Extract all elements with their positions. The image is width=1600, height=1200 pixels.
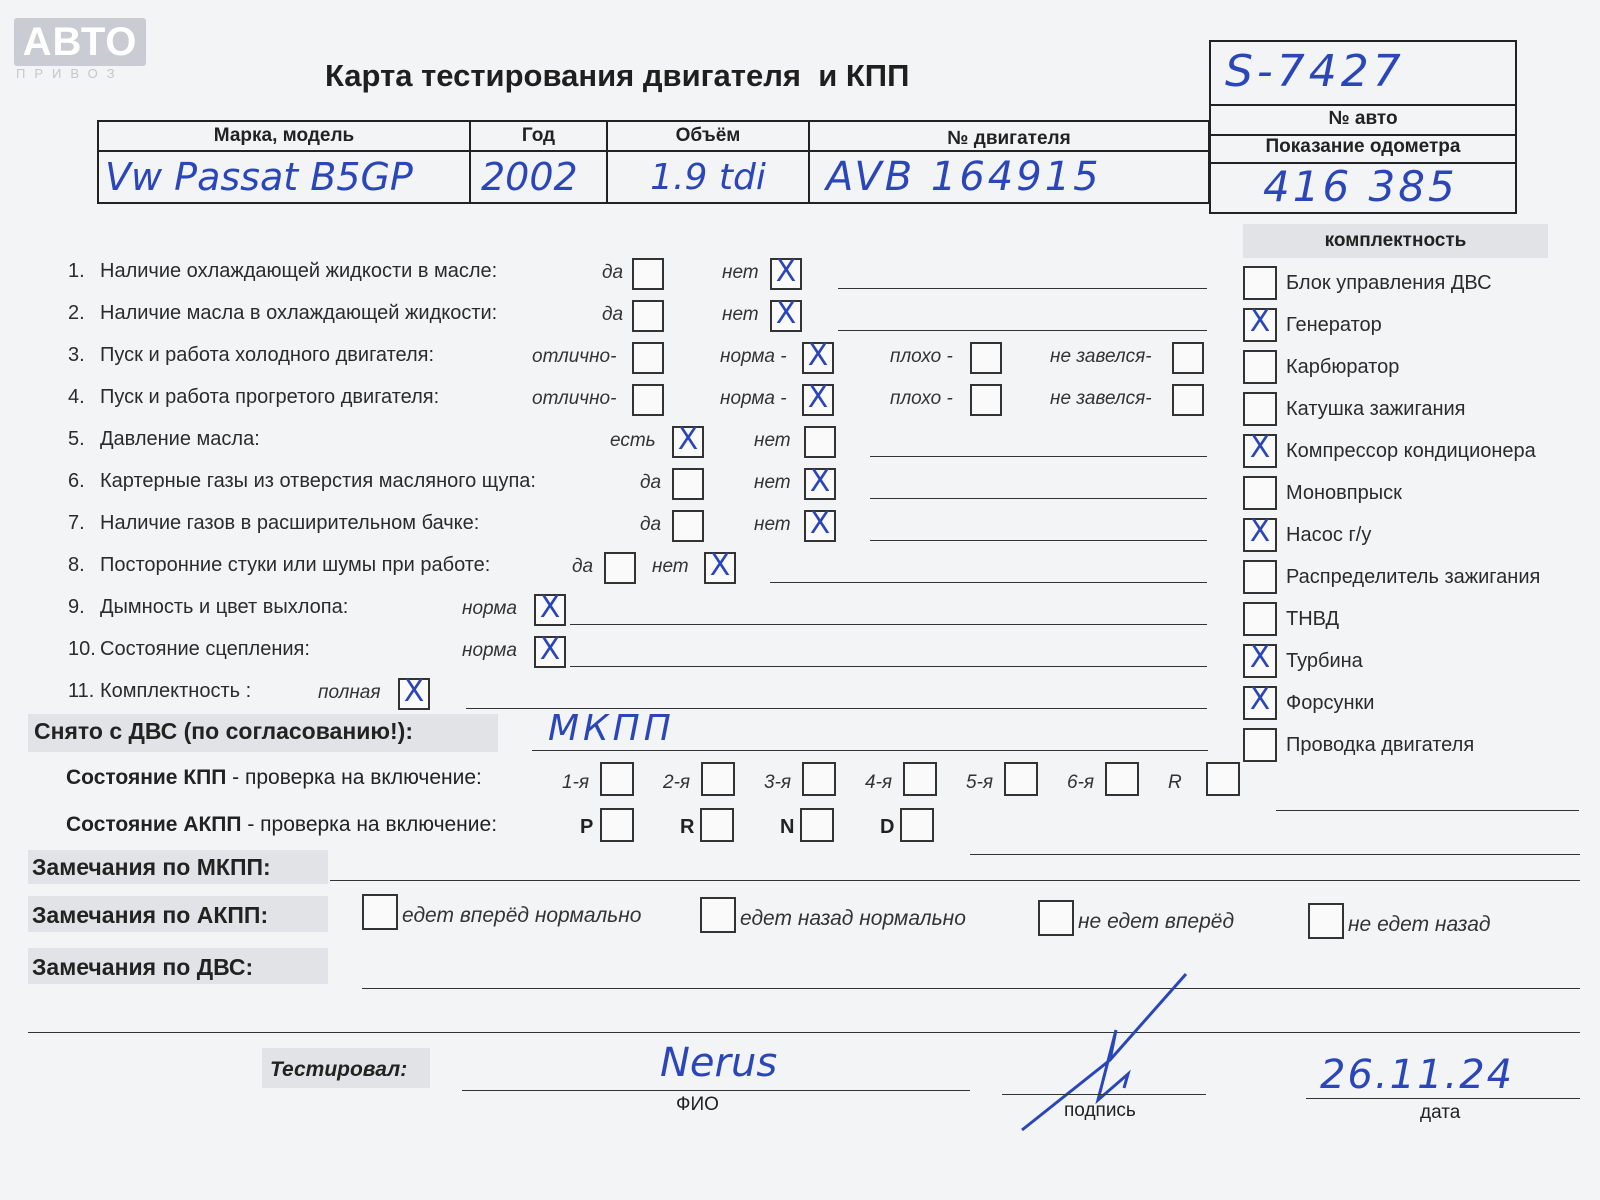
check-5-option-1-checkbox[interactable] [672,422,704,458]
check-2-option-1-checkbox[interactable] [632,300,664,332]
check-8-comment-line [770,582,1207,583]
kpp-gear-3-label: 3-я [764,772,792,793]
completeness-5-label: Компрессор кондиционера [1286,440,1536,462]
check-3-option-4-checkbox[interactable] [1172,342,1204,374]
check-11-label: Комплектность : [100,680,252,702]
completeness-11-checkbox-mark: X [1249,682,1271,717]
vehicle-header-table [97,120,1210,204]
make-cell [98,151,470,203]
check-2-option-1-label: да [602,304,624,325]
kpp-gear-1-checkbox[interactable] [600,762,634,796]
col-engine-header [809,121,1209,151]
check-1-label: Наличие охлаждающей жидкости в масле: [100,260,498,282]
check-10-comment-line [570,666,1207,667]
akpp-gear-2-label: R [680,816,695,838]
check-2-option-2-checkbox[interactable] [770,296,802,332]
check-5-option-1-label: есть [610,430,656,451]
remarks-extra-line [28,1032,1580,1033]
removed-label: Снято с ДВС (по согласованию!): [34,718,413,744]
check-8-option-1-label: да [572,556,594,577]
completeness-9-label: ТНВД [1286,608,1340,630]
kpp-gear-7-checkbox[interactable] [1206,762,1240,796]
col-make-header [98,121,470,151]
col-volume-label: Объём [675,125,741,146]
completeness-12-label: Проводка двигателя [1286,734,1475,756]
check-1-option-1-label: да [602,262,624,283]
check-11-option-1-checkbox[interactable] [398,674,430,710]
signature-line [1002,1094,1206,1095]
check-6-label: Картерные газы из отверстия масляного щупа: [100,470,536,492]
check-10-option-1-checkbox-mark: X [539,632,561,667]
kpp-label-bold: Состояние КПП [66,766,227,789]
kpp-gear-6-label: 6-я [1067,772,1095,793]
name-caption: ФИО [676,1094,719,1115]
check-9-option-1-checkbox[interactable] [534,590,566,626]
check-7-label: Наличие газов в расширительном бачке: [100,512,480,534]
akpp-line [970,854,1580,855]
completeness-8-checkbox[interactable] [1243,560,1277,594]
check-4-option-3-label: плохо - [890,388,953,409]
check-6-option-2-checkbox[interactable] [804,464,836,500]
check-3-option-2-checkbox-mark: X [807,338,829,373]
check-6-option-1-label: да [640,472,662,493]
check-9-number: 9. [68,596,85,618]
check-7-option-1-checkbox[interactable] [672,510,704,542]
check-5-number: 5. [68,428,85,450]
completeness-2-checkbox-mark: X [1249,304,1271,339]
akpp-remark-1-label: едет вперёд нормально [402,904,642,927]
completeness-3-label: Карбюратор [1286,356,1400,378]
remarks-akpp-label: Замечания по АКПП: [32,902,269,928]
signature-caption: подпись [1064,1100,1136,1121]
completeness-5-checkbox[interactable] [1243,430,1277,468]
kpp-gear-5-checkbox[interactable] [1004,762,1038,796]
check-6-number: 6. [68,470,85,492]
completeness-12-checkbox[interactable] [1243,728,1277,762]
logo-text: АВТО [22,20,138,64]
removed-line [532,750,1208,751]
completeness-4-label: Катушка зажигания [1286,398,1466,420]
check-4-option-2-label: норма - [720,388,787,409]
akpp-remark-3-label: не едет вперёд [1078,910,1235,933]
check-4-label: Пуск и работа прогретого двигателя: [100,386,440,408]
check-5-comment-line [870,456,1207,457]
check-8-number: 8. [68,554,85,576]
check-8-option-2-checkbox-mark: X [709,548,731,583]
year-cell [470,151,607,203]
name-line [462,1090,970,1091]
check-10-option-1-label: норма [462,640,517,661]
check-9-comment-line [570,624,1207,625]
check-5-option-2-label: нет [754,430,791,451]
check-5-label: Давление масла: [100,428,260,450]
check-3-label: Пуск и работа холодного двигателя: [100,344,435,366]
akpp-label [66,813,497,837]
completeness-7-checkbox-mark: X [1249,514,1271,549]
kpp-line [1276,810,1579,811]
check-2-option-2-label: нет [722,304,759,325]
date-value: 26.11.24 [1320,1052,1515,1098]
check-3-option-2-label: норма - [720,346,787,367]
check-6-comment-line [870,498,1207,499]
check-4-option-4-checkbox[interactable] [1172,384,1204,416]
check-7-option-2-label: нет [754,514,791,535]
kpp-gear-5-label: 5-я [966,772,994,793]
remarks-dvs-label: Замечания по ДВС: [32,954,254,980]
akpp-label-rest: - проверка на включение: [241,813,498,836]
remarks-mkpp-label: Замечания по МКПП: [32,854,271,880]
completeness-5-checkbox-mark: X [1249,430,1271,465]
akpp-remark-4-checkbox[interactable] [1308,903,1344,939]
akpp-remark-2-checkbox[interactable] [700,897,736,933]
odometer-value: 416 385 [1263,162,1458,211]
completeness-11-checkbox[interactable] [1243,682,1277,720]
check-3-option-1-checkbox[interactable] [632,342,664,374]
akpp-label-bold: Состояние АКПП [66,813,242,836]
completeness-7-checkbox[interactable] [1243,514,1277,552]
check-8-option-1-checkbox[interactable] [604,552,636,584]
check-2-option-2-checkbox-mark: X [775,296,797,331]
remarks-dvs-line [362,988,1580,989]
check-4-option-2-checkbox[interactable] [802,380,834,416]
kpp-gear-7-label: R [1168,772,1182,793]
akpp-remark-3-checkbox[interactable] [1038,900,1074,936]
col-make-label: Марка, модель [213,125,355,146]
kpp-gear-3-checkbox[interactable] [802,762,836,796]
akpp-remark-4-label: не едет назад [1348,913,1491,936]
check-7-option-2-checkbox[interactable] [804,506,836,542]
completeness-10-checkbox-mark: X [1249,640,1271,675]
completeness-11-label: Форсунки [1286,692,1375,714]
check-1-number: 1. [68,260,85,282]
check-3-option-4-label: не завелся- [1050,346,1152,367]
col-engine-label: № двигателя [947,128,1071,149]
check-11-option-1-label: полная [318,682,381,703]
check-9-label: Дымность и цвет выхлопа: [100,596,349,618]
kpp-gear-1-label: 1-я [562,772,590,793]
check-4-number: 4. [68,386,85,408]
kpp-gear-4-checkbox[interactable] [903,762,937,796]
completeness-7-label: Насос г/у [1286,524,1372,546]
kpp-label-rest: - проверка на включение: [226,766,482,789]
akpp-gear-3-checkbox[interactable] [800,808,834,842]
kpp-label [66,766,482,790]
check-10-option-1-checkbox[interactable] [534,632,566,668]
completeness-6-label: Моновпрыск [1286,482,1402,504]
check-5-option-2-checkbox[interactable] [804,426,836,458]
auto-number-divider [1211,104,1515,106]
odometer-label: Показание одометра [1265,136,1461,157]
kpp-gear-6-checkbox[interactable] [1105,762,1139,796]
check-2-number: 2. [68,302,85,324]
tested-label: Тестировал: [270,1058,408,1081]
logo-subtext: ПРИВОЗ [16,66,124,81]
make-value: Vw Passat B5GP [105,155,413,199]
check-8-option-2-checkbox[interactable] [704,548,736,584]
completeness-3-checkbox[interactable] [1243,350,1277,384]
page-title: Карта тестирования двигателя и КПП [325,58,910,93]
completeness-1-label: Блок управления ДВС [1286,272,1492,294]
check-1-option-2-checkbox[interactable] [770,254,802,290]
check-4-option-3-checkbox[interactable] [970,384,1002,416]
check-3-option-2-checkbox[interactable] [802,338,834,374]
date-line [1306,1098,1580,1099]
check-9-option-1-checkbox-mark: X [539,590,561,625]
volume-cell [607,151,809,203]
check-1-option-1-checkbox[interactable] [632,258,664,290]
check-4-option-1-label: отлично- [532,388,617,409]
engine-value: AVB 164915 [826,154,1102,200]
check-11-number: 11. [68,680,95,702]
check-4-option-4-label: не завелся- [1050,388,1152,409]
check-7-comment-line [870,540,1207,541]
completeness-9-checkbox[interactable] [1243,602,1277,636]
col-year-label: Год [521,125,556,146]
check-2-comment-line [838,330,1207,331]
auto-number-box [1209,40,1517,214]
engine-cell [809,151,1209,203]
akpp-remark-1-checkbox[interactable] [362,894,398,930]
auto-number-value: S-7427 [1225,46,1405,97]
completeness-2-label: Генератор [1286,314,1382,336]
akpp-remark-2-label: едет назад нормально [740,907,966,930]
check-3-option-3-checkbox[interactable] [970,342,1002,374]
completeness-1-checkbox[interactable] [1243,266,1277,300]
year-value: 2002 [481,155,578,199]
removed-value: МКПП [548,708,675,749]
check-3-number: 3. [68,344,85,366]
check-3-option-1-label: отлично- [532,346,617,367]
check-6-option-2-label: нет [754,472,791,493]
check-5-option-1-checkbox-mark: X [677,422,699,457]
volume-value: 1.9 tdi [650,156,766,198]
check-7-option-1-label: да [640,514,662,535]
check-10-number: 10. [68,638,96,660]
logo [14,18,146,66]
check-3-option-3-label: плохо - [890,346,953,367]
col-volume-header [607,121,809,151]
akpp-gear-2-checkbox[interactable] [700,808,734,842]
akpp-gear-1-label: P [580,816,594,838]
date-caption: дата [1420,1102,1461,1123]
check-1-option-2-label: нет [722,262,759,283]
check-8-option-2-label: нет [652,556,689,577]
check-9-option-1-label: норма [462,598,517,619]
col-year-header [470,121,607,151]
check-7-option-2-checkbox-mark: X [809,506,831,541]
akpp-gear-4-label: D [880,816,895,838]
check-11-option-1-checkbox-mark: X [403,674,425,709]
kpp-gear-2-checkbox[interactable] [701,762,735,796]
check-4-option-2-checkbox-mark: X [807,380,829,415]
akpp-gear-3-label: N [780,816,795,838]
check-4-option-1-checkbox[interactable] [632,384,664,416]
kpp-gear-4-label: 4-я [865,772,893,793]
completeness-title: комплектность [1324,230,1467,251]
remarks-mkpp-line [330,880,1580,881]
check-1-comment-line [838,288,1207,289]
akpp-gear-4-checkbox[interactable] [900,808,934,842]
check-2-label: Наличие масла в охлаждающей жидкости: [100,302,498,324]
check-7-number: 7. [68,512,85,534]
check-1-option-2-checkbox-mark: X [775,254,797,289]
completeness-6-checkbox[interactable] [1243,476,1277,510]
akpp-gear-1-checkbox[interactable] [600,808,634,842]
completeness-2-checkbox[interactable] [1243,304,1277,342]
completeness-8-label: Распределитель зажигания [1286,566,1541,588]
check-10-label: Состояние сцепления: [100,638,310,660]
check-6-option-1-checkbox[interactable] [672,468,704,500]
check-6-option-2-checkbox-mark: X [809,464,831,499]
check-8-label: Посторонние стуки или шумы при работе: [100,554,491,576]
completeness-4-checkbox[interactable] [1243,392,1277,426]
kpp-gear-2-label: 2-я [663,772,691,793]
completeness-10-checkbox[interactable] [1243,640,1277,678]
tested-name-value: Nerus [660,1040,778,1086]
completeness-10-label: Турбина [1286,650,1363,672]
auto-number-label: № авто [1328,108,1398,129]
